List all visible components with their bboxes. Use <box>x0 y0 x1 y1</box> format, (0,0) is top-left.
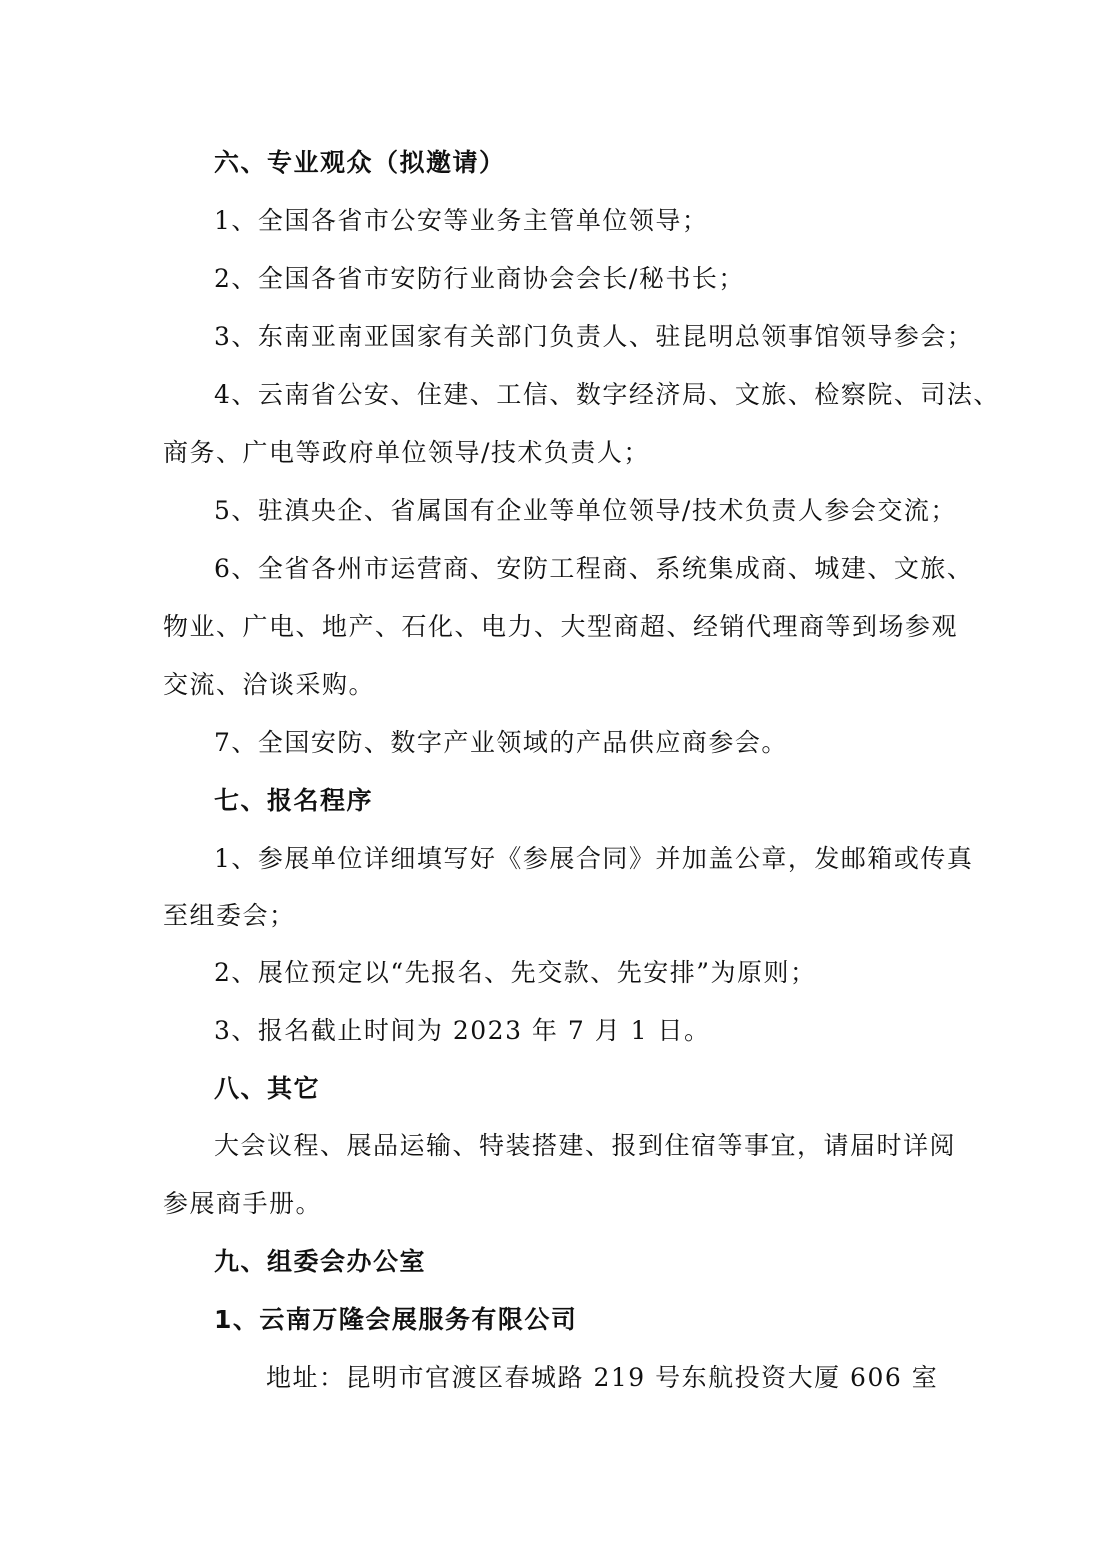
section-nine-heading: 九、组委会办公室 <box>214 1247 427 1276</box>
section-seven-item-3: 3、报名截止时间为 2023 年 7 月 1 日。 <box>214 1016 711 1045</box>
section-nine-company: 1、云南万隆会展服务有限公司 <box>214 1305 578 1334</box>
section-seven-item-1-cont: 至组委会； <box>163 901 296 930</box>
section-eight-text: 大会议程、展品运输、特装搭建、报到住宿等事宜，请届时详阅 <box>214 1131 957 1160</box>
section-nine-address: 地址：昆明市官渡区春城路 219 号东航投资大厦 606 室 <box>266 1363 939 1392</box>
section-six-item-6-cont-1: 物业、广电、地产、石化、电力、大型商超、经销代理商等到场参观 <box>163 612 959 641</box>
section-six-item-6-cont-2: 交流、洽谈采购。 <box>163 670 376 699</box>
section-seven-item-2: 2、展位预定以“先报名、先交款、先安排”为原则； <box>214 958 817 987</box>
section-eight-heading: 八、其它 <box>214 1074 321 1103</box>
section-six-item-6: 6、全省各州市运营商、安防工程商、系统集成商、城建、文旅、 <box>214 554 974 583</box>
section-six-item-2: 2、全国各省市安防行业商协会会长/秘书长； <box>214 264 745 293</box>
section-eight-text-cont: 参展商手册。 <box>163 1189 323 1218</box>
section-six-item-4: 4、云南省公安、住建、工信、数字经济局、文旅、检察院、司法、 <box>214 380 1000 409</box>
section-six-item-7: 7、全国安防、数字产业领域的产品供应商参会。 <box>214 728 788 757</box>
section-seven-heading: 七、报名程序 <box>214 786 374 815</box>
section-six-item-1: 1、全国各省市公安等业务主管单位领导； <box>214 206 709 235</box>
section-seven-item-1: 1、参展单位详细填写好《参展合同》并加盖公章，发邮箱或传真 <box>214 844 974 873</box>
section-six-item-5: 5、驻滇央企、省属国有企业等单位领导/技术负责人参会交流； <box>214 496 957 525</box>
section-six-item-3: 3、东南亚南亚国家有关部门负责人、驻昆明总领事馆领导参会； <box>214 322 974 351</box>
section-six-heading: 六、专业观众（拟邀请） <box>214 148 506 177</box>
section-six-item-4-cont: 商务、广电等政府单位领导/技术负责人； <box>163 438 650 467</box>
